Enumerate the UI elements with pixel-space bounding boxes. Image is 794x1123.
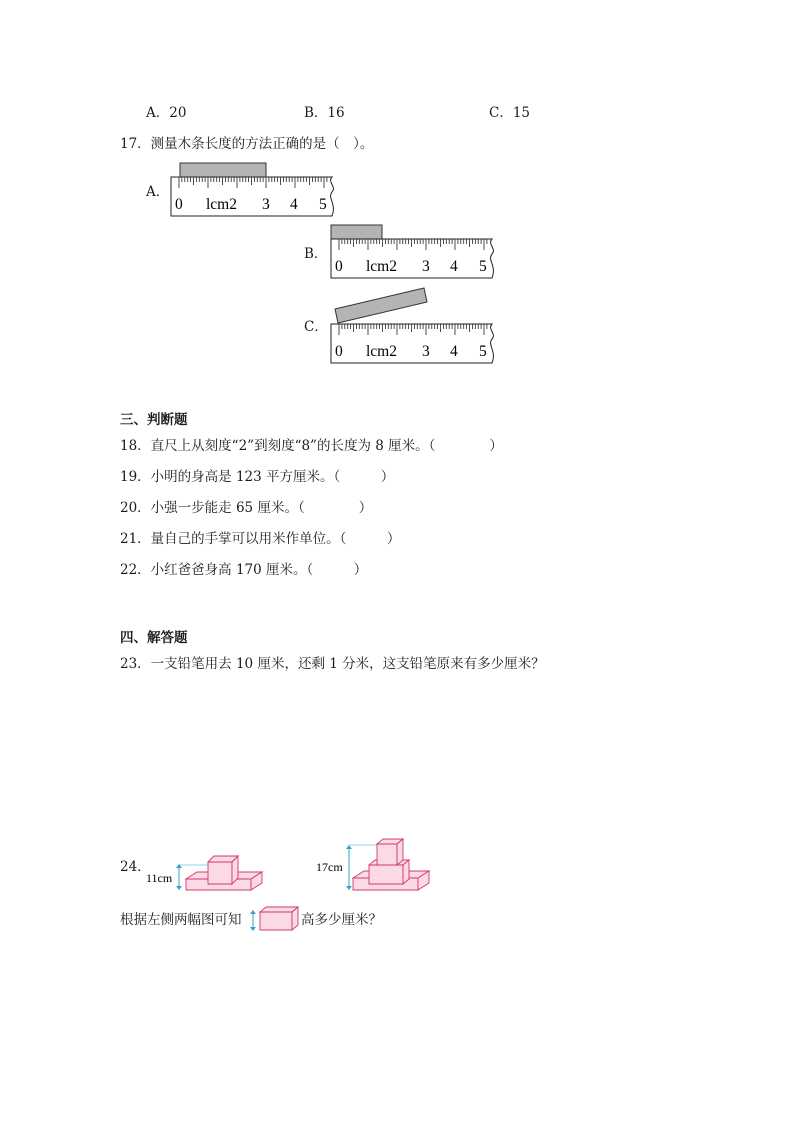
arrow-head-down — [250, 927, 256, 931]
height-label-11cm: 11cm — [146, 871, 173, 885]
arrow-head-down — [346, 886, 352, 890]
ruler-label: 4 — [450, 258, 458, 275]
ruler-label: 3 — [422, 343, 430, 360]
ruler-figure-c — [330, 285, 498, 365]
question-21: 21．量自己的手掌可以用米作单位。（ ） — [120, 531, 401, 547]
ruler-label: 5 — [479, 258, 487, 275]
top-cube — [377, 839, 403, 865]
ruler-label: 3 — [262, 196, 270, 213]
question-22: 22．小红爸爸身高 170 厘米。（ ） — [120, 562, 368, 578]
question-17: 17．测量木条长度的方法正确的是（ ）。 — [120, 136, 374, 152]
q17-label-a: A． — [146, 184, 170, 200]
option-b: B．16 — [304, 105, 345, 121]
wood-strip — [331, 225, 382, 239]
q24-inline-box — [246, 904, 302, 932]
ruler-label: 4 — [290, 196, 298, 213]
question-24-text-after: 高多少厘米？ — [301, 912, 382, 928]
arrow-head-up — [346, 845, 352, 849]
ruler-label: 5 — [479, 343, 487, 360]
ruler-body — [331, 239, 493, 278]
question-24-number: 24． — [120, 859, 151, 875]
arrow-head-up — [250, 910, 256, 914]
ruler-label: 5 — [319, 196, 327, 213]
cube — [208, 856, 238, 884]
ruler-label: lcm2 — [206, 196, 237, 213]
question-20: 20．小强一步能走 65 厘米。（ ） — [120, 500, 373, 516]
arrow-head-down — [176, 886, 182, 890]
question-23: 23．一支铅笔用去 10 厘米，还剩 1 分米，这支铅笔原来有多少厘米？ — [120, 656, 545, 672]
option-a: A．20 — [146, 105, 187, 121]
ruler-figure-b — [330, 222, 498, 280]
wood-strip — [180, 163, 266, 177]
question-24-text-before: 根据左侧两幅图可知 — [120, 912, 242, 928]
option-c: C．15 — [489, 105, 531, 121]
question-19: 19．小明的身高是 123 平方厘米。（ ） — [120, 469, 395, 485]
ruler-label: 0 — [335, 258, 343, 275]
q24-figure-1 — [140, 852, 268, 894]
ruler-label: lcm2 — [366, 343, 397, 360]
ruler-label: 0 — [175, 196, 183, 213]
question-18: 18．直尺上从刻度“2”到刻度“8”的长度为 8 厘米。（ ） — [120, 438, 503, 454]
ruler-label: 3 — [422, 258, 430, 275]
wood-strip-tilted — [335, 288, 427, 323]
q17-label-b: B． — [304, 246, 328, 262]
box — [260, 907, 298, 930]
q24-figure-2 — [313, 834, 435, 894]
ruler-body — [331, 324, 493, 363]
q17-label-c: C． — [304, 319, 328, 335]
section-4-title: 四、解答题 — [120, 630, 188, 646]
height-label-17cm: 17cm — [316, 860, 343, 874]
ruler-body — [171, 177, 333, 216]
ruler-label: 0 — [335, 343, 343, 360]
ruler-label: lcm2 — [366, 258, 397, 275]
arrow-head-up — [176, 864, 182, 868]
section-3-title: 三、判断题 — [120, 412, 188, 428]
ruler-figure-a — [170, 160, 338, 218]
ruler-label: 4 — [450, 343, 458, 360]
